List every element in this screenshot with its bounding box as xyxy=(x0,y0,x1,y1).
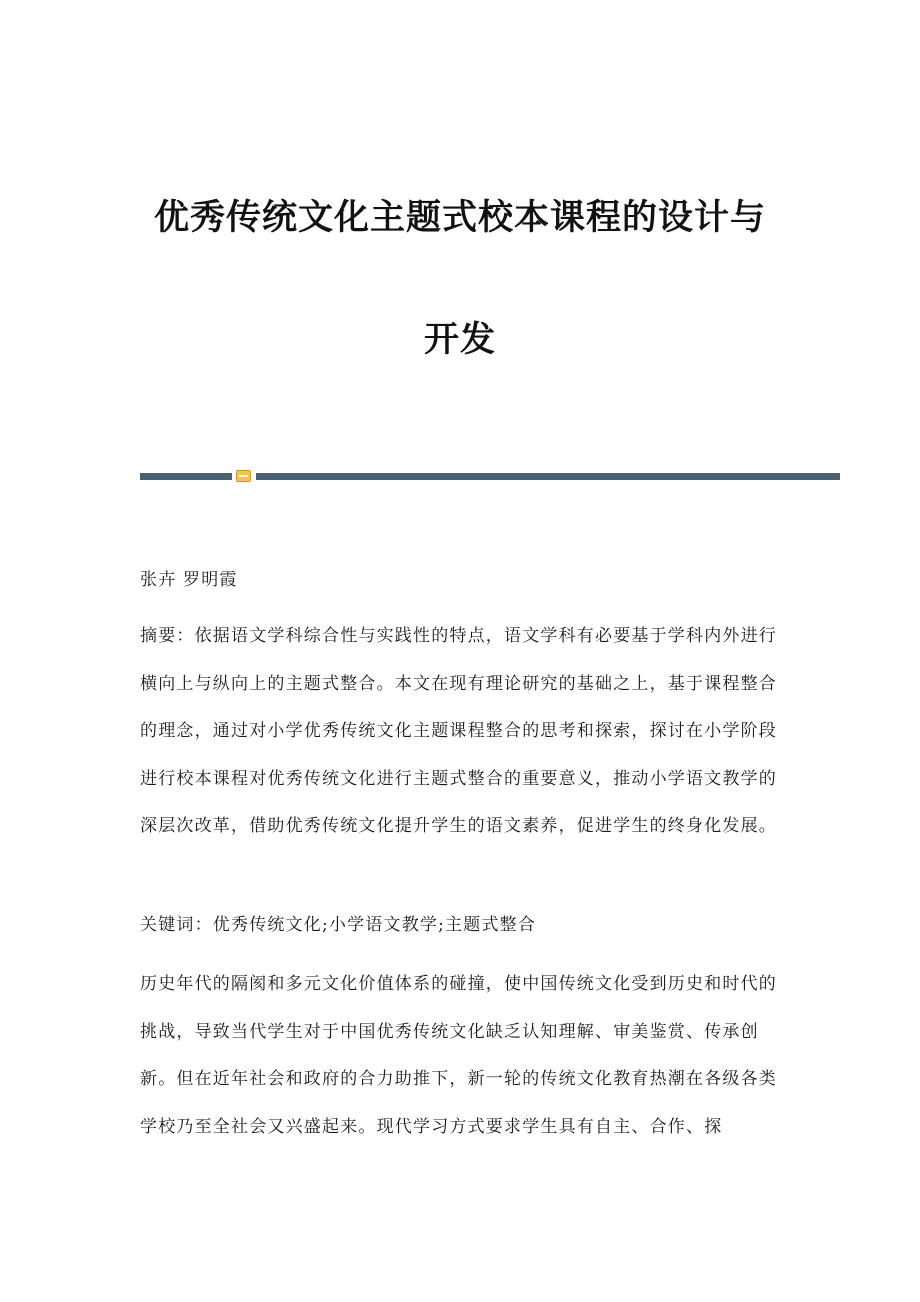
keywords-line: 关键词：优秀传统文化;小学语文教学;主题式整合 xyxy=(140,915,537,935)
page-title-line-2: 开发 xyxy=(423,319,496,360)
page-title-line-1: 优秀传统文化主题式校本课程的设计与 xyxy=(153,197,766,238)
authors: 张卉 罗明霞 xyxy=(140,570,238,590)
divider-bar-right xyxy=(256,473,840,480)
divider-bar-left xyxy=(140,473,232,480)
divider-emblem-icon xyxy=(236,470,251,482)
title-divider xyxy=(140,470,840,482)
intro-paragraph: 历史年代的隔阂和多元文化价值体系的碰撞，使中国传统文化受到历史和时代的挑战，导致当代学生对于中国优秀传统文化缺乏认知理解、审美鉴赏、传承创新。但在近年社会和政府的合力助推下，新一轮的传统文化教育热潮在各级各类学校乃至全社会又兴盛起来。现代学习方式要求学生具有自主、合作、探 xyxy=(140,974,777,1137)
abstract-paragraph: 摘要：依据语文学科综合性与实践性的特点，语文学科有必要基于学科内外进行横向上与纵向上的主题式整合。本文在现有理论研究的基础之上，基于课程整合的理念，通过对小学优秀传统文化主题课程整合的思考和探索，探讨在小学阶段进行校本课程对优秀传统文化进行主题式整合的重要意义，推动小学语文教学的深层次改革，借助优秀传统文化提升学生的语文素养，促进学生的终身化发展。 xyxy=(140,626,777,836)
